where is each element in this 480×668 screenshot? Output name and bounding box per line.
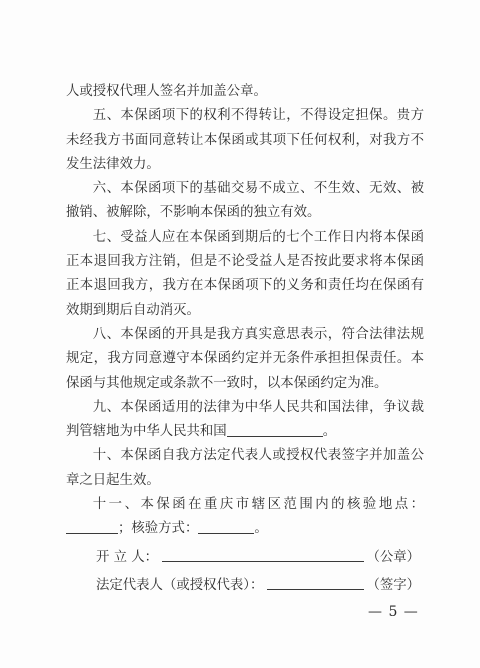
representative-signature-line	[267, 589, 364, 590]
verification-method-blank	[198, 519, 254, 534]
paragraph-11-sep: ；	[118, 521, 132, 537]
paragraph-8: 八、本保函的开具是我方真实意思表示，符合法律法规规定，我方同意遵守本保函约定并无条件承担担保责任。本保函与其他规定或条款不一致时，以本保函约定为准。	[66, 326, 424, 391]
paragraph-9-end: 。	[322, 424, 337, 440]
paragraph-9-text: 九、本保函适用的法律为中华人民共和国法律，争议裁判管辖地为中华人民共和国	[66, 399, 424, 440]
jurisdiction-blank	[227, 422, 323, 437]
paragraph-5: 五、本保函项下的权利不得转让，不得设定担保。贵方未经我方书面同意转让本保函或其项下任何权利，对我方不发生法律效力。	[66, 108, 424, 172]
verification-method-label: 核验方式：	[131, 521, 199, 537]
issuer-signature-line	[162, 561, 364, 562]
paragraph-11-text: 十一、本保函在重庆市辖区范围内的核验地点：	[92, 497, 424, 513]
paragraph-4-tail: 人或授权代理人签名并加盖公章。	[66, 84, 267, 99]
paragraph-11	[66, 493, 424, 542]
issuer-signature-row	[96, 546, 420, 565]
page-number: — 5 —	[368, 604, 419, 620]
representative-sign-note: （签字）	[366, 578, 420, 593]
paragraph-6: 六、本保函项下的基础交易不成立、不生效、无效、被撤销、被解除，不影响本保函的独立有效。	[66, 181, 424, 221]
issuer-seal-note: （公章）	[366, 550, 420, 565]
paragraph-11-end: 。	[254, 521, 268, 537]
paragraph-7: 七、受益人应在本保函到期后的七个工作日内将本保函正本退回我方注销，但是不论受益人是否按此要求将本保函正本退回我方，我方在本保函项下的义务和责任均在保函有效期到期后自动消灭。	[66, 229, 424, 318]
guarantee-text	[66, 80, 424, 542]
representative-signature-row	[96, 574, 420, 593]
verification-place-blank	[66, 519, 118, 534]
paragraph-10: 十、本保函自我方法定代表人或授权代表签字并加盖公章之日起生效。	[66, 448, 424, 488]
paragraph-9	[66, 396, 424, 445]
representative-label: 法定代表人（或授权代表）：	[96, 578, 264, 593]
issuer-label: 开 立 人：	[96, 550, 159, 565]
